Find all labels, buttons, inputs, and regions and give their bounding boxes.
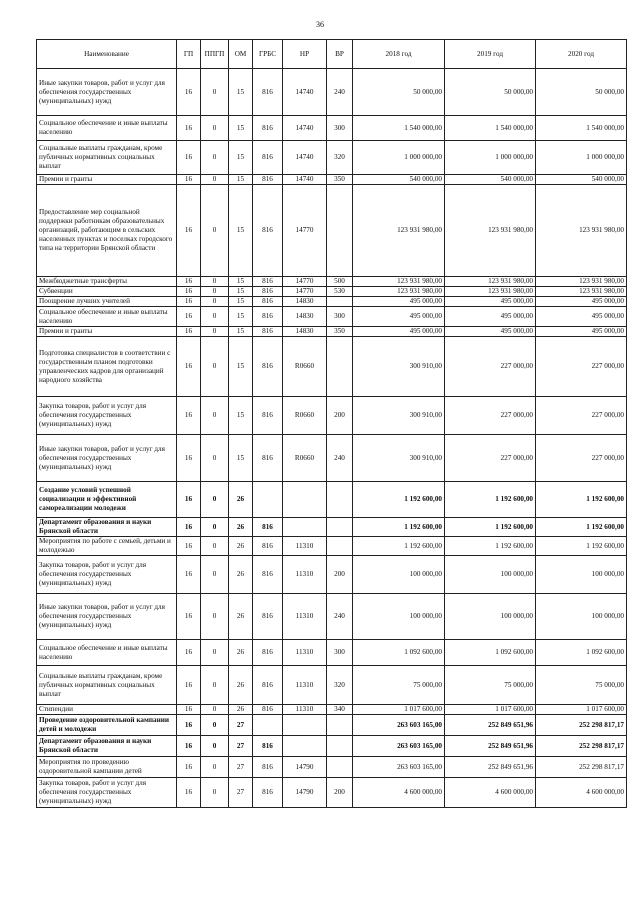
cell-y2019: 1 192 600,00 [445,482,536,518]
cell-name: Мероприятия по проведению оздоровительной кампании детей [37,757,177,778]
header-om: ОМ [229,40,253,69]
cell-om: 15 [229,141,253,175]
cell-name: Иные закупки товаров, работ и услуг для обеспечения государственных (муниципальных) нужд [37,594,177,640]
cell-gp: 16 [177,736,201,757]
table-row [37,69,627,116]
cell-y2019: 495 000,00 [445,297,536,307]
cell-nr: 14790 [283,778,327,808]
cell-y2020: 252 298 817,17 [536,736,627,757]
cell-ppgp: 0 [201,297,229,307]
cell-y2018: 1 000 000,00 [353,141,445,175]
cell-vr [327,757,353,778]
cell-om: 26 [229,705,253,715]
cell-nr: 14770 [283,185,327,277]
cell-vr: 240 [327,594,353,640]
cell-om: 26 [229,666,253,705]
cell-grbs: 816 [253,337,283,397]
cell-nr: 14830 [283,307,327,327]
cell-nr: R0660 [283,435,327,482]
header-2019: 2019 год [445,40,536,69]
cell-nr: 14740 [283,116,327,141]
cell-om: 15 [229,327,253,337]
cell-vr: 320 [327,666,353,705]
cell-ppgp: 0 [201,327,229,337]
cell-ppgp: 0 [201,287,229,297]
budget-table [36,39,627,808]
cell-gp: 16 [177,482,201,518]
cell-nr: 11310 [283,640,327,666]
cell-ppgp: 0 [201,141,229,175]
cell-ppgp: 0 [201,185,229,277]
cell-y2019: 100 000,00 [445,594,536,640]
cell-y2020: 1 092 600,00 [536,640,627,666]
cell-grbs: 816 [253,185,283,277]
cell-om: 15 [229,397,253,435]
table-row [37,778,627,808]
cell-ppgp: 0 [201,705,229,715]
header-gp: ГП [177,40,201,69]
cell-om: 26 [229,518,253,537]
page-number: 36 [316,20,324,29]
cell-name: Премии и гранты [37,175,177,185]
cell-vr: 320 [327,141,353,175]
cell-gp: 16 [177,705,201,715]
cell-grbs: 816 [253,666,283,705]
header-ppgp: ППГП [201,40,229,69]
cell-nr: 14740 [283,141,327,175]
cell-grbs: 816 [253,175,283,185]
cell-grbs: 816 [253,736,283,757]
cell-vr: 350 [327,175,353,185]
cell-vr: 530 [327,287,353,297]
cell-nr: 11310 [283,666,327,705]
cell-grbs: 816 [253,297,283,307]
cell-om: 26 [229,556,253,594]
cell-om: 27 [229,736,253,757]
cell-ppgp: 0 [201,778,229,808]
cell-y2018: 100 000,00 [353,556,445,594]
cell-nr [283,715,327,736]
cell-y2020: 227 000,00 [536,435,627,482]
table-row [37,715,627,736]
cell-nr [283,518,327,537]
cell-gp: 16 [177,397,201,435]
cell-ppgp: 0 [201,640,229,666]
cell-name: Иные закупки товаров, работ и услуг для обеспечения государственных (муниципальных) нужд [37,435,177,482]
cell-ppgp: 0 [201,757,229,778]
cell-y2019: 495 000,00 [445,307,536,327]
cell-gp: 16 [177,435,201,482]
cell-y2019: 123 931 980,00 [445,185,536,277]
cell-y2018: 100 000,00 [353,594,445,640]
cell-om: 26 [229,482,253,518]
cell-om: 15 [229,307,253,327]
cell-grbs: 816 [253,435,283,482]
cell-vr: 240 [327,69,353,116]
cell-y2020: 75 000,00 [536,666,627,705]
cell-y2018: 495 000,00 [353,297,445,307]
cell-y2020: 227 000,00 [536,337,627,397]
cell-name: Межбюджетные трансферты [37,277,177,287]
cell-nr: 11310 [283,705,327,715]
cell-ppgp: 0 [201,397,229,435]
cell-y2020: 4 600 000,00 [536,778,627,808]
table-row [37,435,627,482]
cell-y2018: 4 600 000,00 [353,778,445,808]
cell-ppgp: 0 [201,175,229,185]
cell-y2019: 227 000,00 [445,435,536,482]
table-row [37,640,627,666]
cell-y2019: 1 192 600,00 [445,537,536,556]
cell-nr: R0660 [283,397,327,435]
table-row [37,277,627,287]
cell-vr [327,337,353,397]
cell-name: Социальные выплаты гражданам, кроме публичных нормативных социальных выплат [37,141,177,175]
cell-vr [327,297,353,307]
cell-gp: 16 [177,185,201,277]
cell-gp: 16 [177,640,201,666]
cell-y2020: 123 931 980,00 [536,277,627,287]
table-row [37,327,627,337]
cell-name: Проведение оздоровительной кампании детей и молодежи [37,715,177,736]
cell-name: Социальное обеспечение и иные выплаты населению [37,640,177,666]
cell-grbs: 816 [253,778,283,808]
cell-om: 15 [229,297,253,307]
cell-name: Закупка товаров, работ и услуг для обеспечения государственных (муниципальных) нужд [37,397,177,435]
cell-y2019: 4 600 000,00 [445,778,536,808]
cell-grbs: 816 [253,757,283,778]
cell-vr: 300 [327,116,353,141]
cell-y2020: 1 192 600,00 [536,518,627,537]
cell-y2019: 50 000,00 [445,69,536,116]
cell-name: Подготовка специалистов в соответствии с государственным планом подготовки управленческих кадров для организаций народного хозяйства [37,337,177,397]
table-row [37,397,627,435]
table-row [37,518,627,537]
table-row [37,337,627,397]
cell-gp: 16 [177,116,201,141]
cell-vr: 340 [327,705,353,715]
table-row [37,736,627,757]
table-row [37,556,627,594]
cell-y2018: 300 910,00 [353,435,445,482]
cell-name: Социальные выплаты гражданам, кроме публичных нормативных социальных выплат [37,666,177,705]
cell-ppgp: 0 [201,337,229,397]
table-row [37,297,627,307]
cell-y2018: 495 000,00 [353,327,445,337]
cell-gp: 16 [177,327,201,337]
cell-y2018: 123 931 980,00 [353,185,445,277]
cell-om: 26 [229,594,253,640]
cell-y2020: 1 540 000,00 [536,116,627,141]
cell-y2020: 227 000,00 [536,397,627,435]
cell-y2018: 263 603 165,00 [353,757,445,778]
cell-name: Создание условий успешной социализации и эффективной самореализации молодежи [37,482,177,518]
header-name: Наименование [37,40,177,69]
cell-y2019: 227 000,00 [445,397,536,435]
cell-y2019: 495 000,00 [445,327,536,337]
table-row [37,175,627,185]
cell-nr: R0660 [283,337,327,397]
cell-gp: 16 [177,307,201,327]
table-row [37,757,627,778]
cell-gp: 16 [177,277,201,287]
cell-name: Премии и гранты [37,327,177,337]
cell-y2019: 1 540 000,00 [445,116,536,141]
cell-om: 15 [229,175,253,185]
cell-nr [283,482,327,518]
cell-om: 27 [229,757,253,778]
cell-y2019: 1 017 600,00 [445,705,536,715]
cell-name: Стипендии [37,705,177,715]
table-row [37,287,627,297]
cell-gp: 16 [177,537,201,556]
cell-y2020: 1 192 600,00 [536,537,627,556]
cell-y2020: 1 017 600,00 [536,705,627,715]
cell-y2020: 495 000,00 [536,307,627,327]
cell-name: Социальное обеспечение и иные выплаты населению [37,116,177,141]
cell-om: 26 [229,640,253,666]
cell-vr: 200 [327,556,353,594]
cell-vr: 240 [327,435,353,482]
cell-y2020: 123 931 980,00 [536,287,627,297]
cell-grbs: 816 [253,69,283,116]
cell-vr [327,185,353,277]
cell-gp: 16 [177,175,201,185]
cell-nr: 14740 [283,69,327,116]
header-2020: 2020 год [536,40,627,69]
cell-name: Департамент образования и науки Брянской области [37,518,177,537]
cell-gp: 16 [177,297,201,307]
cell-ppgp: 0 [201,715,229,736]
cell-y2020: 100 000,00 [536,556,627,594]
header-nr: НР [283,40,327,69]
cell-name: Закупка товаров, работ и услуг для обеспечения государственных (муниципальных) нужд [37,556,177,594]
cell-name: Закупка товаров, работ и услуг для обеспечения государственных (муниципальных) нужд [37,778,177,808]
cell-y2019: 540 000,00 [445,175,536,185]
cell-nr: 11310 [283,537,327,556]
cell-y2019: 1 192 600,00 [445,518,536,537]
cell-y2018: 540 000,00 [353,175,445,185]
cell-y2018: 1 192 600,00 [353,482,445,518]
cell-ppgp: 0 [201,666,229,705]
cell-vr: 300 [327,640,353,666]
cell-y2018: 123 931 980,00 [353,287,445,297]
cell-y2020: 100 000,00 [536,594,627,640]
table-row [37,537,627,556]
table-row [37,666,627,705]
cell-name: Субвенции [37,287,177,297]
cell-grbs: 816 [253,287,283,297]
cell-y2018: 1 017 600,00 [353,705,445,715]
cell-name: Поощрение лучших учителей [37,297,177,307]
cell-nr: 14770 [283,287,327,297]
table-row [37,185,627,277]
cell-vr: 300 [327,307,353,327]
cell-y2019: 1 000 000,00 [445,141,536,175]
cell-grbs: 816 [253,556,283,594]
cell-name: Департамент образования и науки Брянской области [37,736,177,757]
cell-gp: 16 [177,594,201,640]
cell-om: 15 [229,69,253,116]
cell-grbs: 816 [253,518,283,537]
header-2018: 2018 год [353,40,445,69]
table-row [37,482,627,518]
cell-nr: 14740 [283,175,327,185]
cell-y2020: 252 298 817,17 [536,757,627,778]
cell-y2018: 300 910,00 [353,337,445,397]
table-row [37,594,627,640]
cell-vr: 350 [327,327,353,337]
table-row [37,141,627,175]
cell-name: Социальное обеспечение и иные выплаты населению [37,307,177,327]
cell-name: Иные закупки товаров, работ и услуг для обеспечения государственных (муниципальных) нужд [37,69,177,116]
cell-grbs: 816 [253,705,283,715]
cell-grbs: 816 [253,277,283,287]
cell-gp: 16 [177,141,201,175]
cell-gp: 16 [177,778,201,808]
cell-gp: 16 [177,715,201,736]
cell-y2019: 1 092 600,00 [445,640,536,666]
cell-name: Предоставление мер социальной поддержки работникам образовательных организаций, работающим в сельских населенных пунктах и поселках городского типа на территории Брянской области [37,185,177,277]
cell-om: 15 [229,287,253,297]
cell-y2018: 50 000,00 [353,69,445,116]
cell-y2019: 123 931 980,00 [445,277,536,287]
cell-ppgp: 0 [201,537,229,556]
cell-y2018: 123 931 980,00 [353,277,445,287]
cell-grbs: 816 [253,397,283,435]
cell-y2018: 1 192 600,00 [353,537,445,556]
cell-ppgp: 0 [201,594,229,640]
cell-vr [327,482,353,518]
cell-gp: 16 [177,556,201,594]
cell-grbs: 816 [253,327,283,337]
cell-y2020: 50 000,00 [536,69,627,116]
cell-y2018: 1 192 600,00 [353,518,445,537]
cell-grbs: 816 [253,537,283,556]
cell-gp: 16 [177,337,201,397]
cell-om: 26 [229,537,253,556]
table-row [37,307,627,327]
cell-y2018: 300 910,00 [353,397,445,435]
header-grbs: ГРБС [253,40,283,69]
cell-grbs: 816 [253,141,283,175]
cell-y2018: 1 092 600,00 [353,640,445,666]
cell-ppgp: 0 [201,482,229,518]
cell-y2019: 100 000,00 [445,556,536,594]
cell-nr: 14770 [283,277,327,287]
cell-y2018: 75 000,00 [353,666,445,705]
cell-y2018: 263 603 165,00 [353,715,445,736]
cell-om: 27 [229,715,253,736]
cell-gp: 16 [177,518,201,537]
cell-nr: 14830 [283,327,327,337]
cell-ppgp: 0 [201,556,229,594]
table-row [37,705,627,715]
cell-y2020: 540 000,00 [536,175,627,185]
cell-y2019: 252 849 651,96 [445,715,536,736]
cell-vr: 500 [327,277,353,287]
cell-grbs: 816 [253,594,283,640]
cell-gp: 16 [177,69,201,116]
cell-y2019: 123 931 980,00 [445,287,536,297]
cell-ppgp: 0 [201,435,229,482]
cell-om: 15 [229,116,253,141]
cell-y2018: 1 540 000,00 [353,116,445,141]
cell-grbs [253,715,283,736]
cell-grbs: 816 [253,307,283,327]
cell-ppgp: 0 [201,736,229,757]
cell-nr: 11310 [283,556,327,594]
cell-om: 27 [229,778,253,808]
cell-vr [327,537,353,556]
cell-y2019: 252 849 651,96 [445,757,536,778]
cell-vr: 200 [327,778,353,808]
cell-vr [327,736,353,757]
cell-y2018: 263 603 165,00 [353,736,445,757]
cell-y2020: 123 931 980,00 [536,185,627,277]
cell-gp: 16 [177,287,201,297]
cell-gp: 16 [177,757,201,778]
cell-vr [327,518,353,537]
cell-nr: 14790 [283,757,327,778]
cell-y2020: 495 000,00 [536,297,627,307]
cell-ppgp: 0 [201,307,229,327]
header-vr: ВР [327,40,353,69]
cell-om: 15 [229,277,253,287]
cell-om: 15 [229,337,253,397]
cell-vr: 200 [327,397,353,435]
cell-om: 15 [229,435,253,482]
cell-grbs [253,482,283,518]
cell-ppgp: 0 [201,69,229,116]
cell-nr: 14830 [283,297,327,307]
cell-y2020: 252 298 817,17 [536,715,627,736]
cell-y2019: 252 849 651,96 [445,736,536,757]
cell-ppgp: 0 [201,116,229,141]
cell-nr [283,736,327,757]
cell-om: 15 [229,185,253,277]
cell-ppgp: 0 [201,277,229,287]
cell-gp: 16 [177,666,201,705]
table-header-row [37,40,627,69]
cell-y2019: 75 000,00 [445,666,536,705]
cell-y2020: 1 192 600,00 [536,482,627,518]
cell-y2018: 495 000,00 [353,307,445,327]
cell-grbs: 816 [253,116,283,141]
cell-nr: 11310 [283,594,327,640]
table-row [37,116,627,141]
cell-vr [327,715,353,736]
cell-y2020: 1 000 000,00 [536,141,627,175]
cell-grbs: 816 [253,640,283,666]
cell-y2020: 495 000,00 [536,327,627,337]
cell-y2019: 227 000,00 [445,337,536,397]
cell-ppgp: 0 [201,518,229,537]
cell-name: Мероприятия по работе с семьей, детьми и молодежью [37,537,177,556]
